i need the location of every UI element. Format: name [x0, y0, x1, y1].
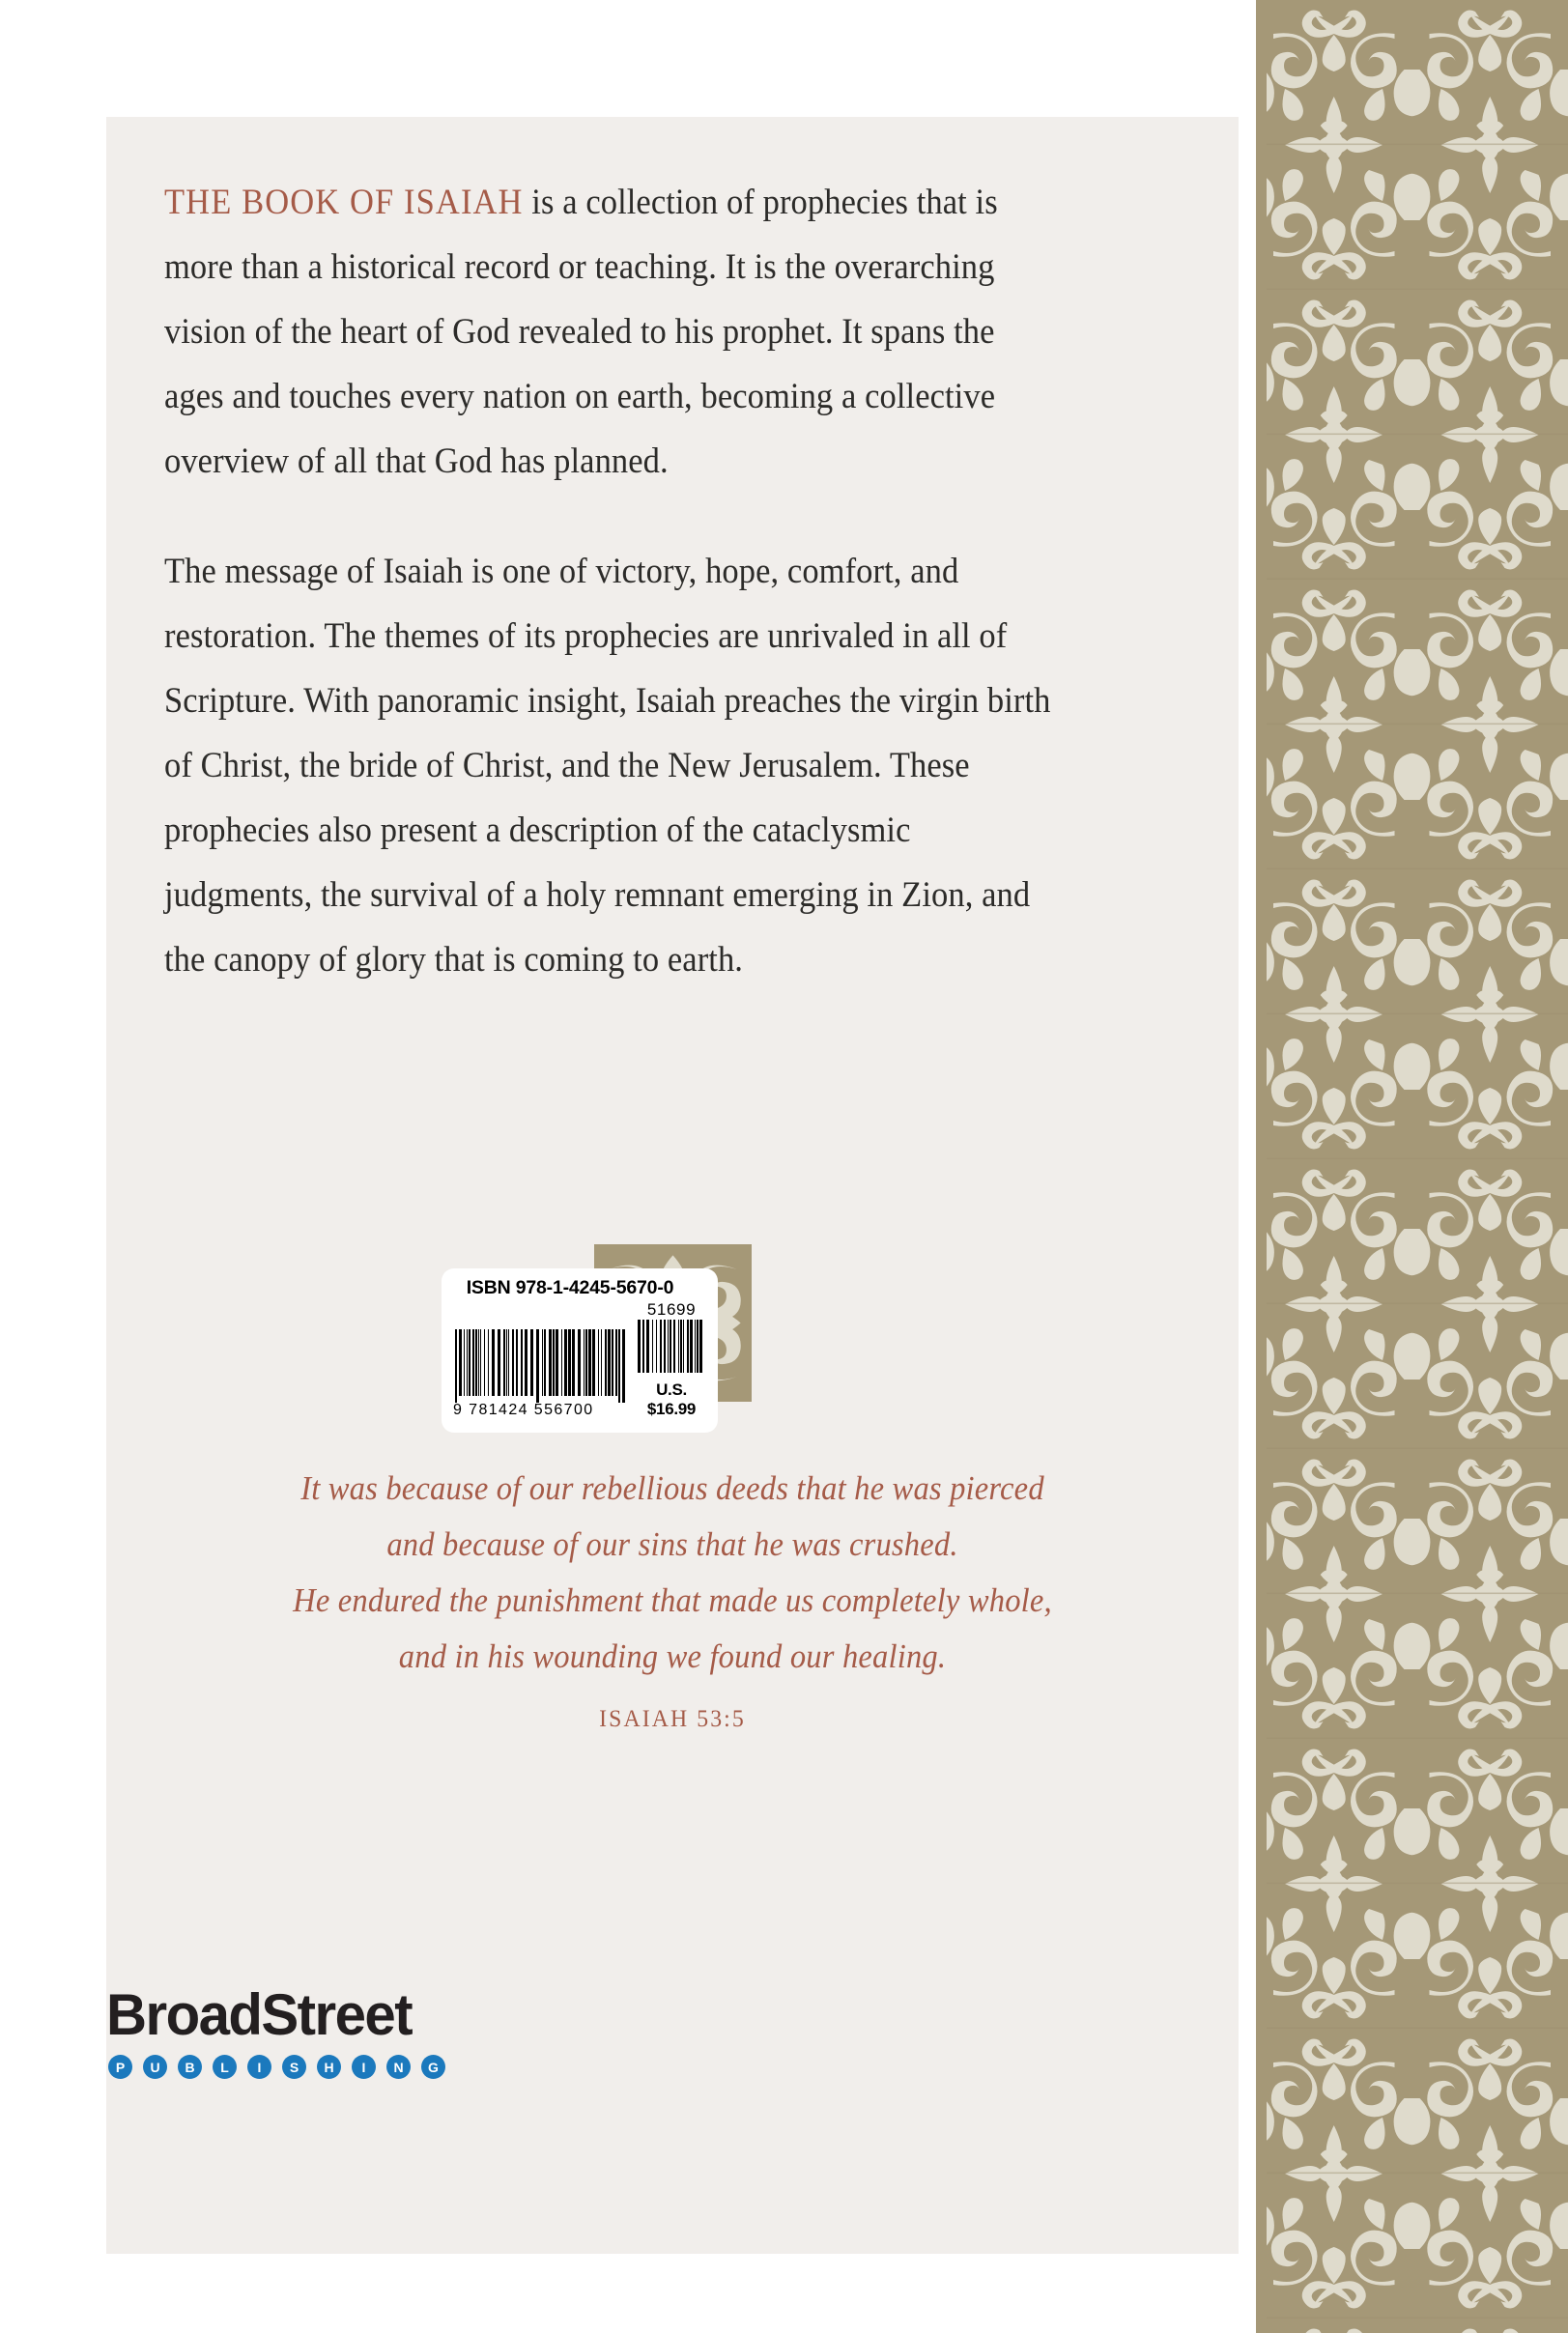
paragraph-1-body: is a collection of prophecies that is more than a historical record or teaching. It is the overarching vision of the heart of God revealed to his prophet. It spans the ages and touches every nation on earth, becoming a collective overview of all that God has planned. — [164, 183, 998, 481]
scripture-quote — [126, 1461, 1219, 1733]
price-label: U.S. $16.99 — [646, 1380, 697, 1418]
quote-line-3: He endured the punishment that made us completely whole, — [293, 1581, 1052, 1619]
scripture-reference: ISAIAH 53:5 — [599, 1706, 746, 1732]
paragraph-2: The message of Isaiah is one of victory, hope, comfort, and restoration. The themes of its prophecies are unrivaled in all of Scripture. With panoramic insight, Isaiah preaches the virgin birth of Christ, the bride of Christ, and the New Jerusalem. These prophecies also present a description of the cataclysmic judgments, the survival of a holy remnant emerging in Zion, and the canopy of glory that is coming to earth. — [164, 552, 1051, 980]
tagline-letter-s-5: S — [282, 2055, 306, 2079]
tagline-letter-n-8: N — [386, 2055, 411, 2079]
paragraph-1 — [164, 170, 1053, 494]
ean13-barcode — [453, 1329, 627, 1419]
tagline-letter-l-3: L — [213, 2055, 237, 2079]
publisher-tagline — [106, 2055, 512, 2079]
description-copy — [164, 170, 1130, 1038]
barcode-row — [453, 1301, 706, 1419]
tagline-letter-b-2: B — [178, 2055, 202, 2079]
tagline-letter-h-6: H — [317, 2055, 341, 2079]
isbn-barcode-block — [442, 1268, 718, 1433]
publisher-logo — [106, 1982, 512, 2079]
tagline-letter-i-4: I — [247, 2055, 271, 2079]
tagline-letter-i-7: I — [352, 2055, 376, 2079]
addon-bars — [636, 1320, 707, 1380]
damask-pattern-svg — [1256, 0, 1568, 2333]
quote-line-2: and because of our sins that he was crushed. — [386, 1525, 958, 1563]
publisher-name: BroadStreet — [106, 1982, 413, 2047]
addon-barcode — [636, 1301, 707, 1419]
back-cover-panel — [106, 117, 1239, 2254]
quote-line-1: It was because of our rebellious deeds that he was pierced — [300, 1469, 1044, 1507]
tagline-letter-g-9: G — [421, 2055, 445, 2079]
band-margin — [1239, 0, 1256, 2333]
quote-line-4: and in his wounding we found our healing. — [398, 1637, 947, 1675]
tagline-letter-p-0: P — [108, 2055, 132, 2079]
lead-in-title: THE BOOK OF ISAIAH — [164, 183, 524, 222]
tagline-letter-u-1: U — [143, 2055, 167, 2079]
addon-number: 51699 — [646, 1300, 697, 1319]
ean13-bars — [453, 1329, 627, 1403]
decorative-pattern-band — [1256, 0, 1568, 2333]
ean13-digits: 9 781424 556700 — [453, 1402, 594, 1418]
isbn-label: ISBN 978-1-4245-5670-0 — [466, 1277, 674, 1298]
